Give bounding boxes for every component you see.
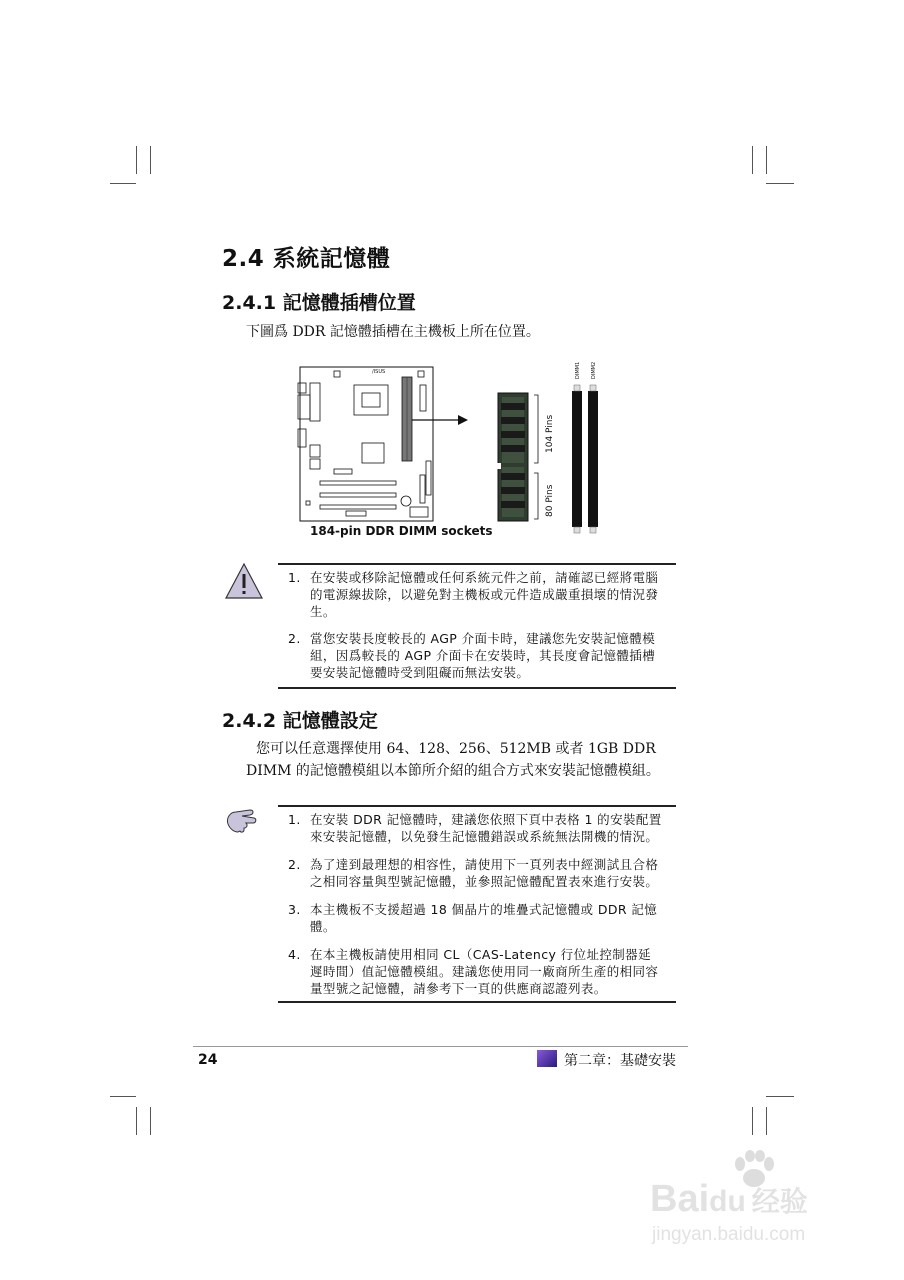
board-brand-label: /ISUS	[372, 369, 386, 375]
dimm2-label: DIMM2	[591, 361, 597, 379]
list-item	[278, 811, 676, 845]
list-item	[278, 569, 676, 620]
list-item	[278, 946, 676, 997]
watermark-brand-a: Bai	[650, 1178, 710, 1220]
list-item-text: 在本主機板請使用相同 CL（CAS-Latency 行位址控制器延遲時間）值記憶體模組。建議您使用同一廠商所生產的相同容量型號之記憶體，請參考下一頁的供應商認證列表。	[310, 947, 659, 996]
motherboard-dimm-figure	[296, 355, 626, 545]
pins-80-label: 80 Pins	[545, 484, 555, 517]
watermark-brand-b: du	[709, 1185, 746, 1218]
watermark-url: jingyan.baidu.com	[652, 1224, 806, 1245]
watermark-brand	[650, 1178, 808, 1221]
watermark	[650, 1150, 860, 1250]
pins-104-label: 104 Pins	[545, 414, 555, 453]
list-item-number: 1.	[288, 570, 301, 585]
warning-triangle-icon	[224, 562, 264, 600]
dimm1-label: DIMM1	[575, 361, 581, 379]
caution-block	[278, 563, 676, 689]
slot-location-intro: 下圖爲 DDR 記憶體插槽在主機板上所在位置。	[246, 324, 540, 340]
page-number: 24	[198, 1052, 218, 1068]
watermark-brand-c: 经验	[751, 1186, 808, 1217]
dimm1-socket	[572, 391, 582, 527]
pointing-hand-icon	[224, 804, 260, 836]
list-item-text: 在安裝或移除記憶體或任何系統元件之前，請確認已經將電腦的電源線拔除，以避免對主機板或元件造成嚴重損壞的情況發生。	[310, 570, 659, 619]
section-title: 2.4 系統記憶體	[222, 246, 391, 272]
subsection-title-slot-location: 2.4.1 記憶體插槽位置	[222, 292, 416, 314]
list-item-number: 4.	[288, 947, 301, 962]
dimm2-socket	[588, 391, 598, 527]
memory-config-intro: 您可以任意選擇使用 64、128、256、512MB 或者 1GB DDR DIMM 的記憶體模組以本節所介紹的組合方式來安裝記憶體模組。	[246, 741, 660, 779]
list-item-number: 1.	[288, 812, 301, 827]
list-item	[278, 856, 676, 890]
list-item	[278, 630, 676, 681]
list-item-text: 在安裝 DDR 記憶體時，建議您依照下頁中表格 1 的安裝配置來安裝記憶體，以免發生記憶體錯誤或系統無法開機的情況。	[310, 812, 662, 844]
list-item-number: 2.	[288, 631, 301, 646]
note-block	[278, 805, 676, 1003]
footer-rule	[193, 1046, 688, 1047]
list-item	[278, 901, 676, 935]
subsection-title-memory-config: 2.4.2 記憶體設定	[222, 710, 378, 732]
list-item-text: 本主機板不支援超過 18 個晶片的堆疊式記憶體或 DDR 記憶體。	[310, 902, 658, 934]
figure-caption: 184-pin DDR DIMM sockets	[310, 524, 493, 538]
list-item-text: 當您安裝長度較長的 AGP 介面卡時，建議您先安裝記憶體模組，因爲較長的 AGP 介面卡在安裝時，其長度會記憶體插槽要安裝記憶體時受到阻礙而無法安裝。	[310, 631, 656, 680]
list-item-number: 3.	[288, 902, 301, 917]
list-item-text: 為了達到最理想的相容性，請使用下一頁列表中經測試且合格之相同容量與型號記憶體，並參照記憶體配置表來進行安裝。	[310, 857, 659, 889]
list-item-number: 2.	[288, 857, 301, 872]
chapter-color-marker	[537, 1050, 557, 1067]
chapter-title: 第二章：基礎安裝	[564, 1053, 676, 1069]
